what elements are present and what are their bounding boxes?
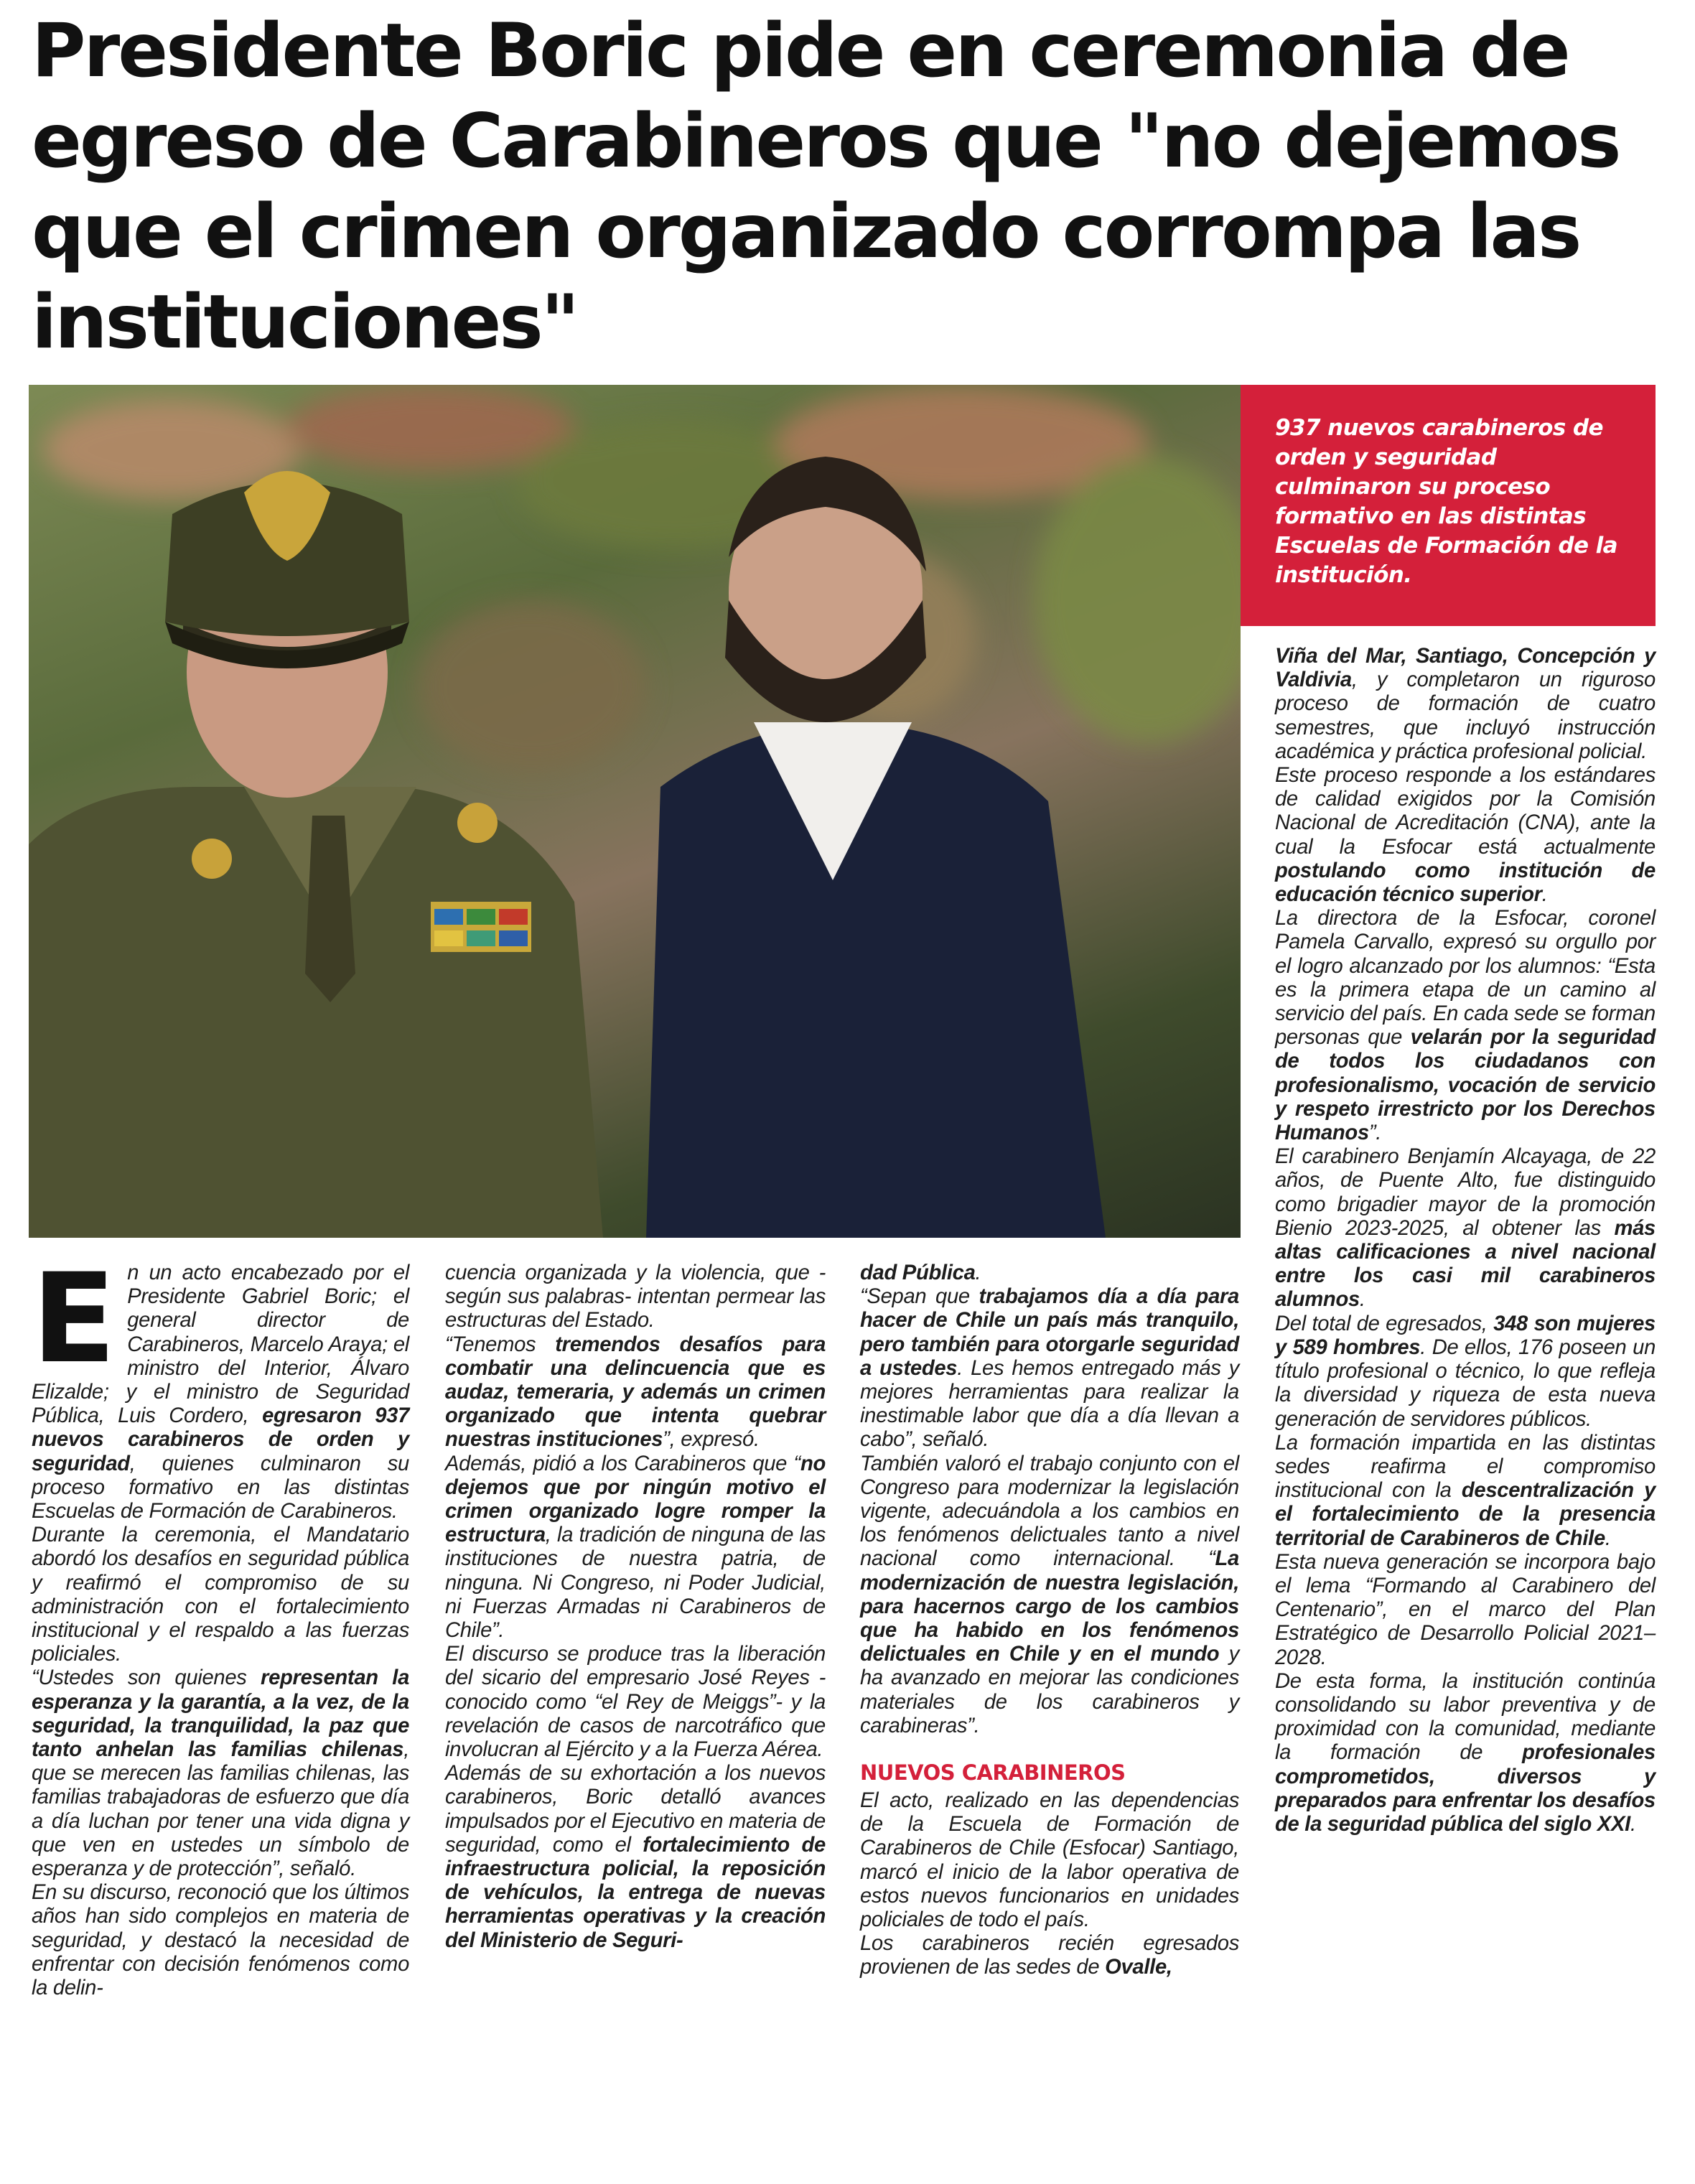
column-3 bbox=[860, 1261, 1239, 1980]
column-1 bbox=[32, 1246, 410, 2000]
article-photo bbox=[29, 385, 1241, 1238]
paragraph: El acto, realizado en las dependencias de la Escuela de Formación de Carabineros de Chile (Esfocar) Santiago, marcó el inicio de la labor operativa de estos nuevos funcionarios en unidades policiales de todo el país. bbox=[860, 1789, 1239, 1932]
paragraph: El discurso se produce tras la liberación del sicario del empresario José Reyes -conocido como “el Rey de Meiggs”- y la revelación de casos de narcotráfico que involucran al Ejército y a la Fuerza Aérea. bbox=[445, 1643, 826, 1762]
paragraph: “Ustedes son quienes representan la esperanza y la garantía, a la vez, de la seguridad, la tranquilidad, la paz que tanto anhelan las familias chilenas, que se merecen las familias chilenas, las familias trabajadoras de esfuerzo que día a día luchan por tener una vida digna y que ven en ustedes un símbolo de esperanza y de protección”, señaló. bbox=[32, 1666, 410, 1881]
section-heading: NUEVOS CARABINEROS bbox=[860, 1760, 1126, 1786]
paragraph: Además, pidió a los Carabineros que “no dejemos que por ningún motivo el crimen organizado logre romper la estructura, la tradición de ninguna de las instituciones de nuestra patria, de ninguna. Ni Congreso, ni Poder Judicial, ni Fuerzas Armadas ni Carabineros de Chile”. bbox=[445, 1452, 826, 1643]
paragraph: “Sepan que trabajamos día a día para hacer de Chile un país más tranquilo, pero también para otorgarle seguridad a ustedes. Les hemos entregado más y mejores herramientas para realizar la inestimable labor que día a día llevan a cabo”, señaló. bbox=[860, 1285, 1239, 1452]
paragraph: Los carabineros recién egresados provienen de las sedes de Ovalle, bbox=[860, 1932, 1239, 1979]
paragraph: Durante la ceremonia, el Mandatario abordó los desafíos en seguridad pública y reafirmó el compromiso de su administración con el fortalecimiento institucional y el respaldo a las fuerzas policiales. bbox=[32, 1523, 409, 1666]
paragraph: La formación impartida en las distintas sedes reafirma el compromiso institucional con la descentralización y el fortalecimiento de la presencia territorial de Carabineros de Chile. bbox=[1275, 1431, 1656, 1550]
paragraph: Además de su exhortación a los nuevos carabineros, Boric detalló avances impulsados por el Ejecutivo en materia de seguridad, como el fortalecimiento de infraestructura policial, la reposición de vehículos, la entrega de nuevas herramientas operativas y la creación del Ministerio de Seguri- bbox=[445, 1762, 826, 1952]
paragraph: Viña del Mar, Santiago, Concepción y Valdivia, y completaron un riguroso proceso de formación de cuatro semestres, que incluyó instrucción académica y práctica profesional policial. bbox=[1275, 645, 1656, 763]
paragraph: También valoró el trabajo conjunto con el Congreso para modernizar la legislación vigente, adecuándola a los cambios en los fenómenos delictuales tanto a nivel nacional como internacional. “La modernización de nuestra legislación, para hacernos cargo de los cambios que ha habido en los fenómenos delictuales en Chile y en el mundo y ha avanzado en mejorar las condiciones materiales de los carabineros y carabineras”. bbox=[860, 1452, 1239, 1737]
paragraph: “Tenemos tremendos desafíos para combatir una delincuencia que es audaz, temeraria, y además un crimen organizado que intenta quebrar nuestras instituciones”, expresó. bbox=[445, 1333, 826, 1452]
paragraph: El carabinero Benjamín Alcayaga, de 22 años, de Puente Alto, fue distinguido como brigadier mayor de la promoción Bienio 2023-2025, al obtener las más altas calificaciones a nivel nacional entre los casi mil carabineros alumnos. bbox=[1275, 1145, 1656, 1312]
paragraph: Del total de egresados, 348 son mujeres y 589 hombres. De ellos, 176 poseen un título profesional o técnico, lo que refleja la diversidad y riqueza de esta nueva generación de servidores públicos. bbox=[1275, 1312, 1656, 1431]
paragraph: Esta nueva generación se incorpora bajo el lema “Formando al Carabinero del Centenario”, en el marco del Plan Estratégico de Desarrollo Policial 2021–2028. bbox=[1275, 1550, 1656, 1669]
headline: Presidente Boric pide en ceremonia de egreso de Carabineros que "no dejemos que el crimen organizado corrompa las instituciones" bbox=[32, 8, 1620, 365]
drop-cap: E bbox=[32, 1246, 116, 1391]
column-2 bbox=[445, 1261, 826, 1953]
officer-figure bbox=[29, 471, 603, 1238]
paragraph: n un acto encabezado por el Presidente Gabriel Boric; el general director de Carabineros, Marcelo Araya; el ministro del Interior, Álvaro Elizalde; y el ministro de Seguridad Pública, Luis Cordero, egresaron 937 nuevos carabineros de orden y seguridad, quienes culminaron su proceso formativo en las distintas Escuelas de Formación de Carabineros. bbox=[32, 1261, 409, 1523]
paragraph: La directora de la Esfocar, coronel Pamela Carvallo, expresó su orgullo por el logro alcanzado por los alumnos: “Esta es la primera etapa de un camino al servicio del país. En cada sede se forman personas que velarán por la seguridad de todos los ciudadanos con profesionalismo, vocación de servicio y respeto irrestricto por los Derechos Humanos”. bbox=[1275, 907, 1656, 1145]
sidebar-box bbox=[1241, 385, 1656, 626]
paragraph: De esta forma, la institución continúa consolidando su labor preventiva y de proximidad con la comunidad, mediante la formación de profesionales comprometidos, diversos y preparados para enfrentar los desafíos de la seguridad pública del siglo XXI. bbox=[1275, 1669, 1656, 1836]
paragraph: Este proceso responde a los estándares de calidad exigidos por la Comisión Nacional de Acreditación (CNA), ante la cual la Esfocar está actualmente postulando como institución de educación técnico superior. bbox=[1275, 764, 1656, 907]
paragraph: En su discurso, reconoció que los últimos años han sido complejos en materia de seguridad, y destacó la necesidad de enfrentar con decisión fenómenos como la delin- bbox=[32, 1881, 409, 2000]
paragraph: cuencia organizada y la violencia, que -según sus palabras- intentan permear las estructuras del Estado. bbox=[445, 1261, 826, 1333]
sidebar-text: 937 nuevos carabineros de orden y seguridad culminaron su proceso formativo en las distintas Escuelas de Formación de la institución. bbox=[1275, 415, 1617, 588]
column-4 bbox=[1275, 645, 1656, 1837]
paragraph: dad Pública. bbox=[860, 1261, 981, 1284]
